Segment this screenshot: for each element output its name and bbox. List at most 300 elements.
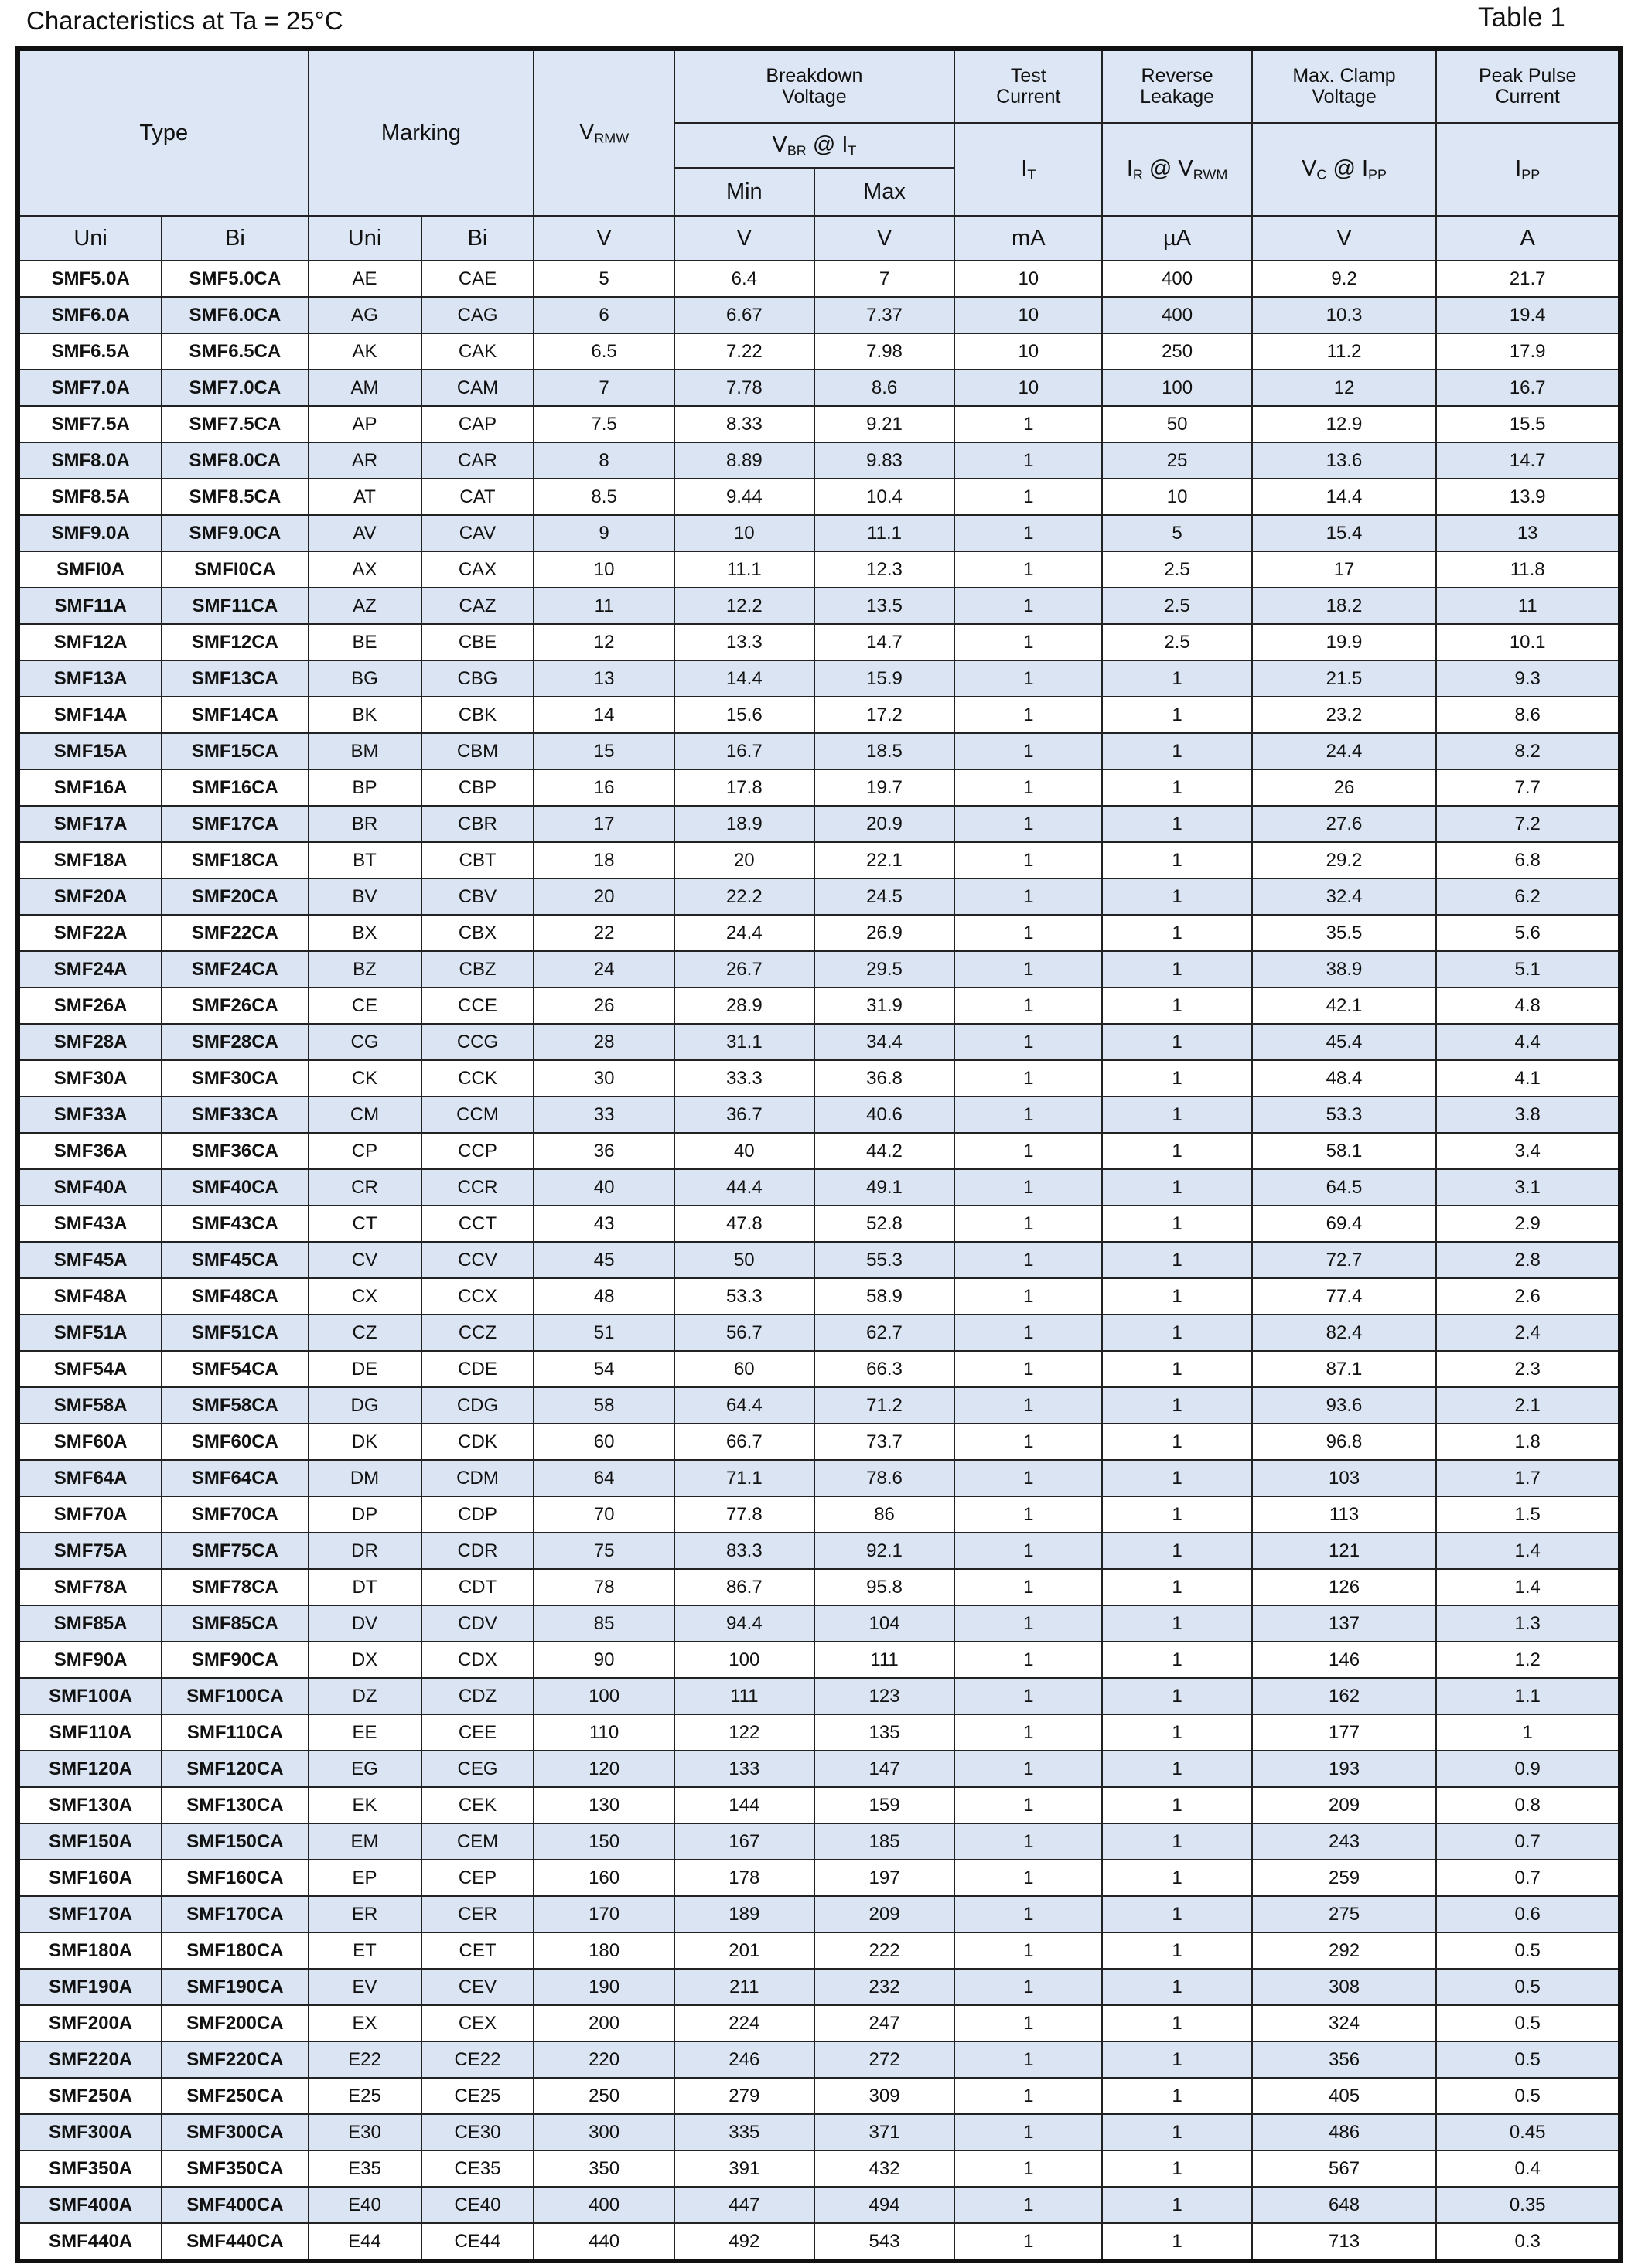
cell-ipp: 2.8 [1436, 1242, 1620, 1278]
cell-vbr-min: 20 [674, 842, 814, 878]
cell-vc: 64.5 [1252, 1169, 1437, 1206]
cell-it: 1 [954, 2223, 1102, 2261]
cell-type-bi: SMF120CA [162, 1751, 308, 1787]
cell-ipp: 1.3 [1436, 1605, 1620, 1642]
cell-it: 1 [954, 1387, 1102, 1424]
cell-marking-bi: CAX [421, 551, 534, 588]
cell-marking-bi: CDR [421, 1533, 534, 1569]
cell-vbr-min: 492 [674, 2223, 814, 2261]
cell-vc: 48.4 [1252, 1060, 1437, 1096]
cell-ir: 100 [1102, 370, 1251, 406]
header-vbr-at-it [674, 123, 954, 168]
cell-type-uni: SMF20A [18, 878, 162, 915]
cell-vc: 77.4 [1252, 1278, 1437, 1315]
cell-vbr-max: 9.83 [814, 442, 954, 479]
cell-vc: 29.2 [1252, 842, 1437, 878]
cell-vc: 146 [1252, 1642, 1437, 1678]
cell-it: 1 [954, 1569, 1102, 1605]
cell-vc: 324 [1252, 2005, 1437, 2041]
cell-marking-uni: BG [309, 660, 421, 697]
cell-it: 1 [954, 442, 1102, 479]
cell-vrwm: 11 [534, 588, 674, 624]
cell-vrwm: 13 [534, 660, 674, 697]
cell-marking-uni: E22 [309, 2041, 421, 2078]
cell-type-bi: SMF58CA [162, 1387, 308, 1424]
cell-ir: 1 [1102, 1387, 1251, 1424]
cell-vbr-max: 95.8 [814, 1569, 954, 1605]
cell-it: 1 [954, 1496, 1102, 1533]
cell-vbr-max: 10.4 [814, 479, 954, 515]
cell-marking-uni: BP [309, 769, 421, 806]
cell-type-bi: SMF100CA [162, 1678, 308, 1714]
cell-vbr-max: 185 [814, 1823, 954, 1860]
cell-marking-bi: CBX [421, 915, 534, 951]
header-reverse-leakage [1102, 49, 1251, 123]
cell-ir: 1 [1102, 2041, 1251, 2078]
cell-ir: 1 [1102, 1569, 1251, 1605]
cell-marking-uni: DG [309, 1387, 421, 1424]
table-row [18, 1678, 1620, 1714]
cell-vrwm: 12 [534, 624, 674, 660]
cell-type-uni: SMF48A [18, 1278, 162, 1315]
cell-vc: 275 [1252, 1896, 1437, 1932]
cell-marking-uni: CM [309, 1096, 421, 1133]
cell-vrwm: 8 [534, 442, 674, 479]
vc-subscript: C [1316, 166, 1327, 182]
cell-ipp: 1.2 [1436, 1642, 1620, 1678]
cell-marking-uni: AM [309, 370, 421, 406]
peak-pulse-label: Peak Pulse [1478, 65, 1577, 87]
cell-type-uni: SMF440A [18, 2223, 162, 2261]
table-row [18, 1206, 1620, 1242]
cell-vrwm: 85 [534, 1605, 674, 1642]
cell-vrwm: 350 [534, 2150, 674, 2187]
header-it [954, 123, 1102, 216]
cell-ir: 1 [1102, 1496, 1251, 1533]
cell-vbr-min: 246 [674, 2041, 814, 2078]
cell-marking-bi: CAG [421, 297, 534, 333]
cell-vc: 87.1 [1252, 1351, 1437, 1387]
cell-ir: 1 [1102, 697, 1251, 733]
cell-type-bi: SMF7.0CA [162, 370, 308, 406]
cell-ipp: 1.5 [1436, 1496, 1620, 1533]
cell-marking-bi: CE22 [421, 2041, 534, 2078]
cell-vrwm: 200 [534, 2005, 674, 2041]
cell-vc: 137 [1252, 1605, 1437, 1642]
cell-marking-bi: CAR [421, 442, 534, 479]
cell-vbr-max: 66.3 [814, 1351, 954, 1387]
table-row [18, 2223, 1620, 2261]
table-row [18, 842, 1620, 878]
cell-type-uni: SMF54A [18, 1351, 162, 1387]
cell-vbr-min: 28.9 [674, 987, 814, 1024]
cell-marking-bi: CEK [421, 1787, 534, 1823]
cell-ipp: 8.2 [1436, 733, 1620, 769]
cell-vbr-min: 7.22 [674, 333, 814, 370]
cell-vbr-max: 494 [814, 2187, 954, 2223]
cell-ipp: 2.9 [1436, 1206, 1620, 1242]
table-row [18, 951, 1620, 987]
cell-vbr-max: 22.1 [814, 842, 954, 878]
table-row [18, 261, 1620, 297]
cell-marking-bi: CAZ [421, 588, 534, 624]
cell-type-uni: SMF43A [18, 1206, 162, 1242]
cell-vrwm: 90 [534, 1642, 674, 1678]
cell-ipp: 5.6 [1436, 915, 1620, 951]
cell-type-bi: SMF5.0CA [162, 261, 308, 297]
table-row [18, 588, 1620, 624]
cell-marking-uni: EE [309, 1714, 421, 1751]
cell-type-bi: SMF36CA [162, 1133, 308, 1169]
cell-vc: 209 [1252, 1787, 1437, 1823]
cell-vc: 45.4 [1252, 1024, 1437, 1060]
cell-vrwm: 78 [534, 1569, 674, 1605]
cell-ipp: 2.3 [1436, 1351, 1620, 1387]
cell-it: 1 [954, 951, 1102, 987]
unit-type-bi: Bi [162, 216, 308, 261]
cell-vrwm: 400 [534, 2187, 674, 2223]
vc-at-subscript: PP [1368, 166, 1387, 182]
cell-vc: 405 [1252, 2078, 1437, 2114]
table-row [18, 515, 1620, 551]
table-row [18, 1169, 1620, 1206]
cell-ir: 1 [1102, 733, 1251, 769]
cell-marking-bi: CE40 [421, 2187, 534, 2223]
cell-marking-bi: CBT [421, 842, 534, 878]
ir-subscript: R [1132, 166, 1143, 182]
table-row [18, 624, 1620, 660]
test-current-label: Current [996, 86, 1061, 107]
breakdown-label: Breakdown [766, 65, 863, 87]
header-test-current [954, 49, 1102, 123]
cell-type-uni: SMF40A [18, 1169, 162, 1206]
cell-type-uni: SMF110A [18, 1714, 162, 1751]
cell-vrwm: 110 [534, 1714, 674, 1751]
cell-ipp: 0.3 [1436, 2223, 1620, 2261]
cell-vbr-max: 36.8 [814, 1060, 954, 1096]
cell-vrwm: 70 [534, 1496, 674, 1533]
cell-vbr-min: 77.8 [674, 1496, 814, 1533]
cell-type-uni: SMF9.0A [18, 515, 162, 551]
cell-ipp: 13.9 [1436, 479, 1620, 515]
cell-vbr-max: 7 [814, 261, 954, 297]
cell-vc: 713 [1252, 2223, 1437, 2261]
cell-marking-bi: CE35 [421, 2150, 534, 2187]
cell-vrwm: 26 [534, 987, 674, 1024]
cell-vrwm: 40 [534, 1169, 674, 1206]
cell-ir: 1 [1102, 2150, 1251, 2187]
cell-it: 10 [954, 370, 1102, 406]
cell-vrwm: 300 [534, 2114, 674, 2150]
cell-marking-bi: CBK [421, 697, 534, 733]
cell-vc: 32.4 [1252, 878, 1437, 915]
cell-it: 1 [954, 697, 1102, 733]
table-row [18, 442, 1620, 479]
cell-vbr-max: 31.9 [814, 987, 954, 1024]
cell-ipp: 4.1 [1436, 1060, 1620, 1096]
table-row [18, 1496, 1620, 1533]
cell-vc: 113 [1252, 1496, 1437, 1533]
cell-vbr-max: 222 [814, 1932, 954, 1969]
cell-vbr-min: 11.1 [674, 551, 814, 588]
cell-vc: 72.7 [1252, 1242, 1437, 1278]
cell-marking-uni: BT [309, 842, 421, 878]
cell-ipp: 10.1 [1436, 624, 1620, 660]
cell-ir: 1 [1102, 2005, 1251, 2041]
table-row [18, 878, 1620, 915]
cell-vc: 69.4 [1252, 1206, 1437, 1242]
cell-vrwm: 160 [534, 1860, 674, 1896]
cell-type-uni: SMF300A [18, 2114, 162, 2150]
vbr-subscript: BR [787, 142, 807, 159]
cell-marking-bi: CDM [421, 1460, 534, 1496]
vc-symbol: V [1302, 155, 1317, 181]
ipp-subscript: PP [1521, 166, 1541, 182]
cell-it: 1 [954, 1315, 1102, 1351]
cell-vbr-min: 279 [674, 2078, 814, 2114]
cell-marking-bi: CCZ [421, 1315, 534, 1351]
cell-marking-uni: AE [309, 261, 421, 297]
cell-ir: 1 [1102, 1823, 1251, 1860]
table-row [18, 1823, 1620, 1860]
cell-marking-uni: CE [309, 987, 421, 1024]
cell-vbr-max: 73.7 [814, 1424, 954, 1460]
cell-it: 1 [954, 1096, 1102, 1133]
cell-type-bi: SMF24CA [162, 951, 308, 987]
cell-it: 1 [954, 1823, 1102, 1860]
table-row [18, 806, 1620, 842]
cell-vc: 13.6 [1252, 442, 1437, 479]
cell-vbr-max: 7.37 [814, 297, 954, 333]
cell-vc: 9.2 [1252, 261, 1437, 297]
cell-type-bi: SMF22CA [162, 915, 308, 951]
cell-marking-bi: CDE [421, 1351, 534, 1387]
cell-type-bi: SMF18CA [162, 842, 308, 878]
cell-vbr-max: 197 [814, 1860, 954, 1896]
cell-ipp: 1.1 [1436, 1678, 1620, 1714]
cell-type-bi: SMF200CA [162, 2005, 308, 2041]
table-row [18, 1896, 1620, 1932]
cell-marking-uni: AX [309, 551, 421, 588]
cell-vbr-min: 47.8 [674, 1206, 814, 1242]
table-row [18, 1242, 1620, 1278]
cell-vrwm: 22 [534, 915, 674, 951]
cell-type-uni: SMF14A [18, 697, 162, 733]
cell-vbr-min: 26.7 [674, 951, 814, 987]
cell-ipp: 0.5 [1436, 2078, 1620, 2114]
cell-vbr-max: 24.5 [814, 878, 954, 915]
cell-type-bi: SMF11CA [162, 588, 308, 624]
cell-it: 1 [954, 987, 1102, 1024]
cell-vrwm: 20 [534, 878, 674, 915]
cell-vbr-min: 8.89 [674, 442, 814, 479]
cell-ir: 1 [1102, 1678, 1251, 1714]
table-row [18, 1787, 1620, 1823]
cell-it: 10 [954, 333, 1102, 370]
table-body [18, 261, 1620, 2261]
cell-type-uni: SMF130A [18, 1787, 162, 1823]
cell-vbr-max: 7.98 [814, 333, 954, 370]
cell-vbr-min: 44.4 [674, 1169, 814, 1206]
cell-vbr-max: 13.5 [814, 588, 954, 624]
cell-marking-bi: CAP [421, 406, 534, 442]
cell-vbr-min: 31.1 [674, 1024, 814, 1060]
vbr-symbol: V [772, 131, 787, 157]
cell-type-bi: SMF20CA [162, 878, 308, 915]
cell-marking-uni: CK [309, 1060, 421, 1096]
cell-type-bi: SMF30CA [162, 1060, 308, 1096]
cell-marking-uni: AG [309, 297, 421, 333]
cell-vbr-min: 211 [674, 1969, 814, 2005]
cell-ir: 1 [1102, 1969, 1251, 2005]
cell-it: 1 [954, 1024, 1102, 1060]
cell-type-uni: SMF8.5A [18, 479, 162, 515]
table-row [18, 769, 1620, 806]
cell-ir: 1 [1102, 1024, 1251, 1060]
cell-vc: 14.4 [1252, 479, 1437, 515]
cell-ir: 1 [1102, 1642, 1251, 1678]
cell-ir: 1 [1102, 1169, 1251, 1206]
unit-vrwm: V [534, 216, 674, 261]
cell-it: 10 [954, 261, 1102, 297]
cell-vrwm: 190 [534, 1969, 674, 2005]
cell-vc: 93.6 [1252, 1387, 1437, 1424]
cell-ir: 1 [1102, 1278, 1251, 1315]
cell-ipp: 0.5 [1436, 1969, 1620, 2005]
cell-type-uni: SMF13A [18, 660, 162, 697]
characteristics-table [15, 46, 1623, 2263]
cell-it: 1 [954, 1932, 1102, 1969]
cell-vrwm: 24 [534, 951, 674, 987]
cell-ir: 1 [1102, 1787, 1251, 1823]
cell-vc: 11.2 [1252, 333, 1437, 370]
cell-type-uni: SMF78A [18, 1569, 162, 1605]
cell-type-uni: SMF11A [18, 588, 162, 624]
cell-type-uni: SMF160A [18, 1860, 162, 1896]
cell-type-uni: SMF58A [18, 1387, 162, 1424]
cell-vc: 292 [1252, 1932, 1437, 1969]
cell-vc: 12.9 [1252, 406, 1437, 442]
cell-type-bi: SMF440CA [162, 2223, 308, 2261]
cell-ir: 1 [1102, 987, 1251, 1024]
cell-vc: 648 [1252, 2187, 1437, 2223]
cell-ipp: 3.8 [1436, 1096, 1620, 1133]
cell-marking-uni: CP [309, 1133, 421, 1169]
cell-ir: 1 [1102, 878, 1251, 915]
cell-vc: 21.5 [1252, 660, 1437, 697]
cell-vbr-min: 71.1 [674, 1460, 814, 1496]
cell-vbr-max: 55.3 [814, 1242, 954, 1278]
cell-ipp: 6.2 [1436, 878, 1620, 915]
cell-it: 1 [954, 1351, 1102, 1387]
table-row [18, 1714, 1620, 1751]
cell-vrwm: 18 [534, 842, 674, 878]
cell-marking-uni: EK [309, 1787, 421, 1823]
breakdown-voltage-label: Voltage [782, 86, 847, 107]
cell-ir: 1 [1102, 1714, 1251, 1751]
cell-marking-bi: CCR [421, 1169, 534, 1206]
cell-ir: 1 [1102, 1896, 1251, 1932]
cell-type-uni: SMF26A [18, 987, 162, 1024]
cell-it: 1 [954, 1060, 1102, 1096]
cell-vrwm: 36 [534, 1133, 674, 1169]
cell-marking-bi: CBM [421, 733, 534, 769]
cell-ir: 400 [1102, 261, 1251, 297]
cell-type-bi: SMF7.5CA [162, 406, 308, 442]
cell-ipp: 19.4 [1436, 297, 1620, 333]
cell-marking-uni: EV [309, 1969, 421, 2005]
table-row [18, 2041, 1620, 2078]
cell-marking-bi: CEM [421, 1823, 534, 1860]
cell-ir: 1 [1102, 1460, 1251, 1496]
it-subscript: T [1027, 166, 1036, 182]
cell-it: 1 [954, 1642, 1102, 1678]
cell-marking-bi: CDZ [421, 1678, 534, 1714]
table-row [18, 406, 1620, 442]
cell-ir: 5 [1102, 515, 1251, 551]
cell-it: 1 [954, 915, 1102, 951]
cell-it: 1 [954, 479, 1102, 515]
cell-vbr-max: 15.9 [814, 660, 954, 697]
cell-vc: 53.3 [1252, 1096, 1437, 1133]
cell-ipp: 8.6 [1436, 697, 1620, 733]
cell-ir: 1 [1102, 1096, 1251, 1133]
cell-vbr-max: 18.5 [814, 733, 954, 769]
cell-marking-bi: CCK [421, 1060, 534, 1096]
cell-vrwm: 17 [534, 806, 674, 842]
cell-vbr-min: 133 [674, 1751, 814, 1787]
table-row [18, 1460, 1620, 1496]
cell-vbr-min: 144 [674, 1787, 814, 1823]
cell-marking-uni: BZ [309, 951, 421, 987]
cell-vrwm: 75 [534, 1533, 674, 1569]
cell-ipp: 1.7 [1436, 1460, 1620, 1496]
cell-vbr-min: 189 [674, 1896, 814, 1932]
cell-vc: 27.6 [1252, 806, 1437, 842]
cell-type-bi: SMFI0CA [162, 551, 308, 588]
ir-at-subscript: RWM [1193, 166, 1228, 182]
cell-marking-uni: EX [309, 2005, 421, 2041]
cell-ir: 1 [1102, 1242, 1251, 1278]
table-row [18, 1133, 1620, 1169]
unit-ipp: A [1436, 216, 1620, 261]
table-row [18, 2150, 1620, 2187]
header-max: Max [814, 168, 954, 216]
cell-marking-uni: DR [309, 1533, 421, 1569]
test-label: Test [1010, 65, 1046, 87]
cell-type-uni: SMF24A [18, 951, 162, 987]
cell-type-uni: SMF90A [18, 1642, 162, 1678]
cell-ir: 1 [1102, 1751, 1251, 1787]
header-vc-at-ipp [1252, 123, 1437, 216]
cell-ipp: 0.8 [1436, 1787, 1620, 1823]
cell-type-bi: SMF16CA [162, 769, 308, 806]
cell-vbr-max: 62.7 [814, 1315, 954, 1351]
cell-marking-uni: AR [309, 442, 421, 479]
cell-vbr-max: 371 [814, 2114, 954, 2150]
table-row [18, 987, 1620, 1024]
cell-type-bi: SMF190CA [162, 1969, 308, 2005]
cell-ipp: 1 [1436, 1714, 1620, 1751]
cell-marking-uni: DZ [309, 1678, 421, 1714]
cell-marking-uni: DP [309, 1496, 421, 1533]
cell-type-bi: SMF78CA [162, 1569, 308, 1605]
cell-marking-uni: DM [309, 1460, 421, 1496]
cell-vbr-max: 49.1 [814, 1169, 954, 1206]
cell-type-uni: SMF16A [18, 769, 162, 806]
unit-vbr-max: V [814, 216, 954, 261]
cell-type-bi: SMF110CA [162, 1714, 308, 1751]
